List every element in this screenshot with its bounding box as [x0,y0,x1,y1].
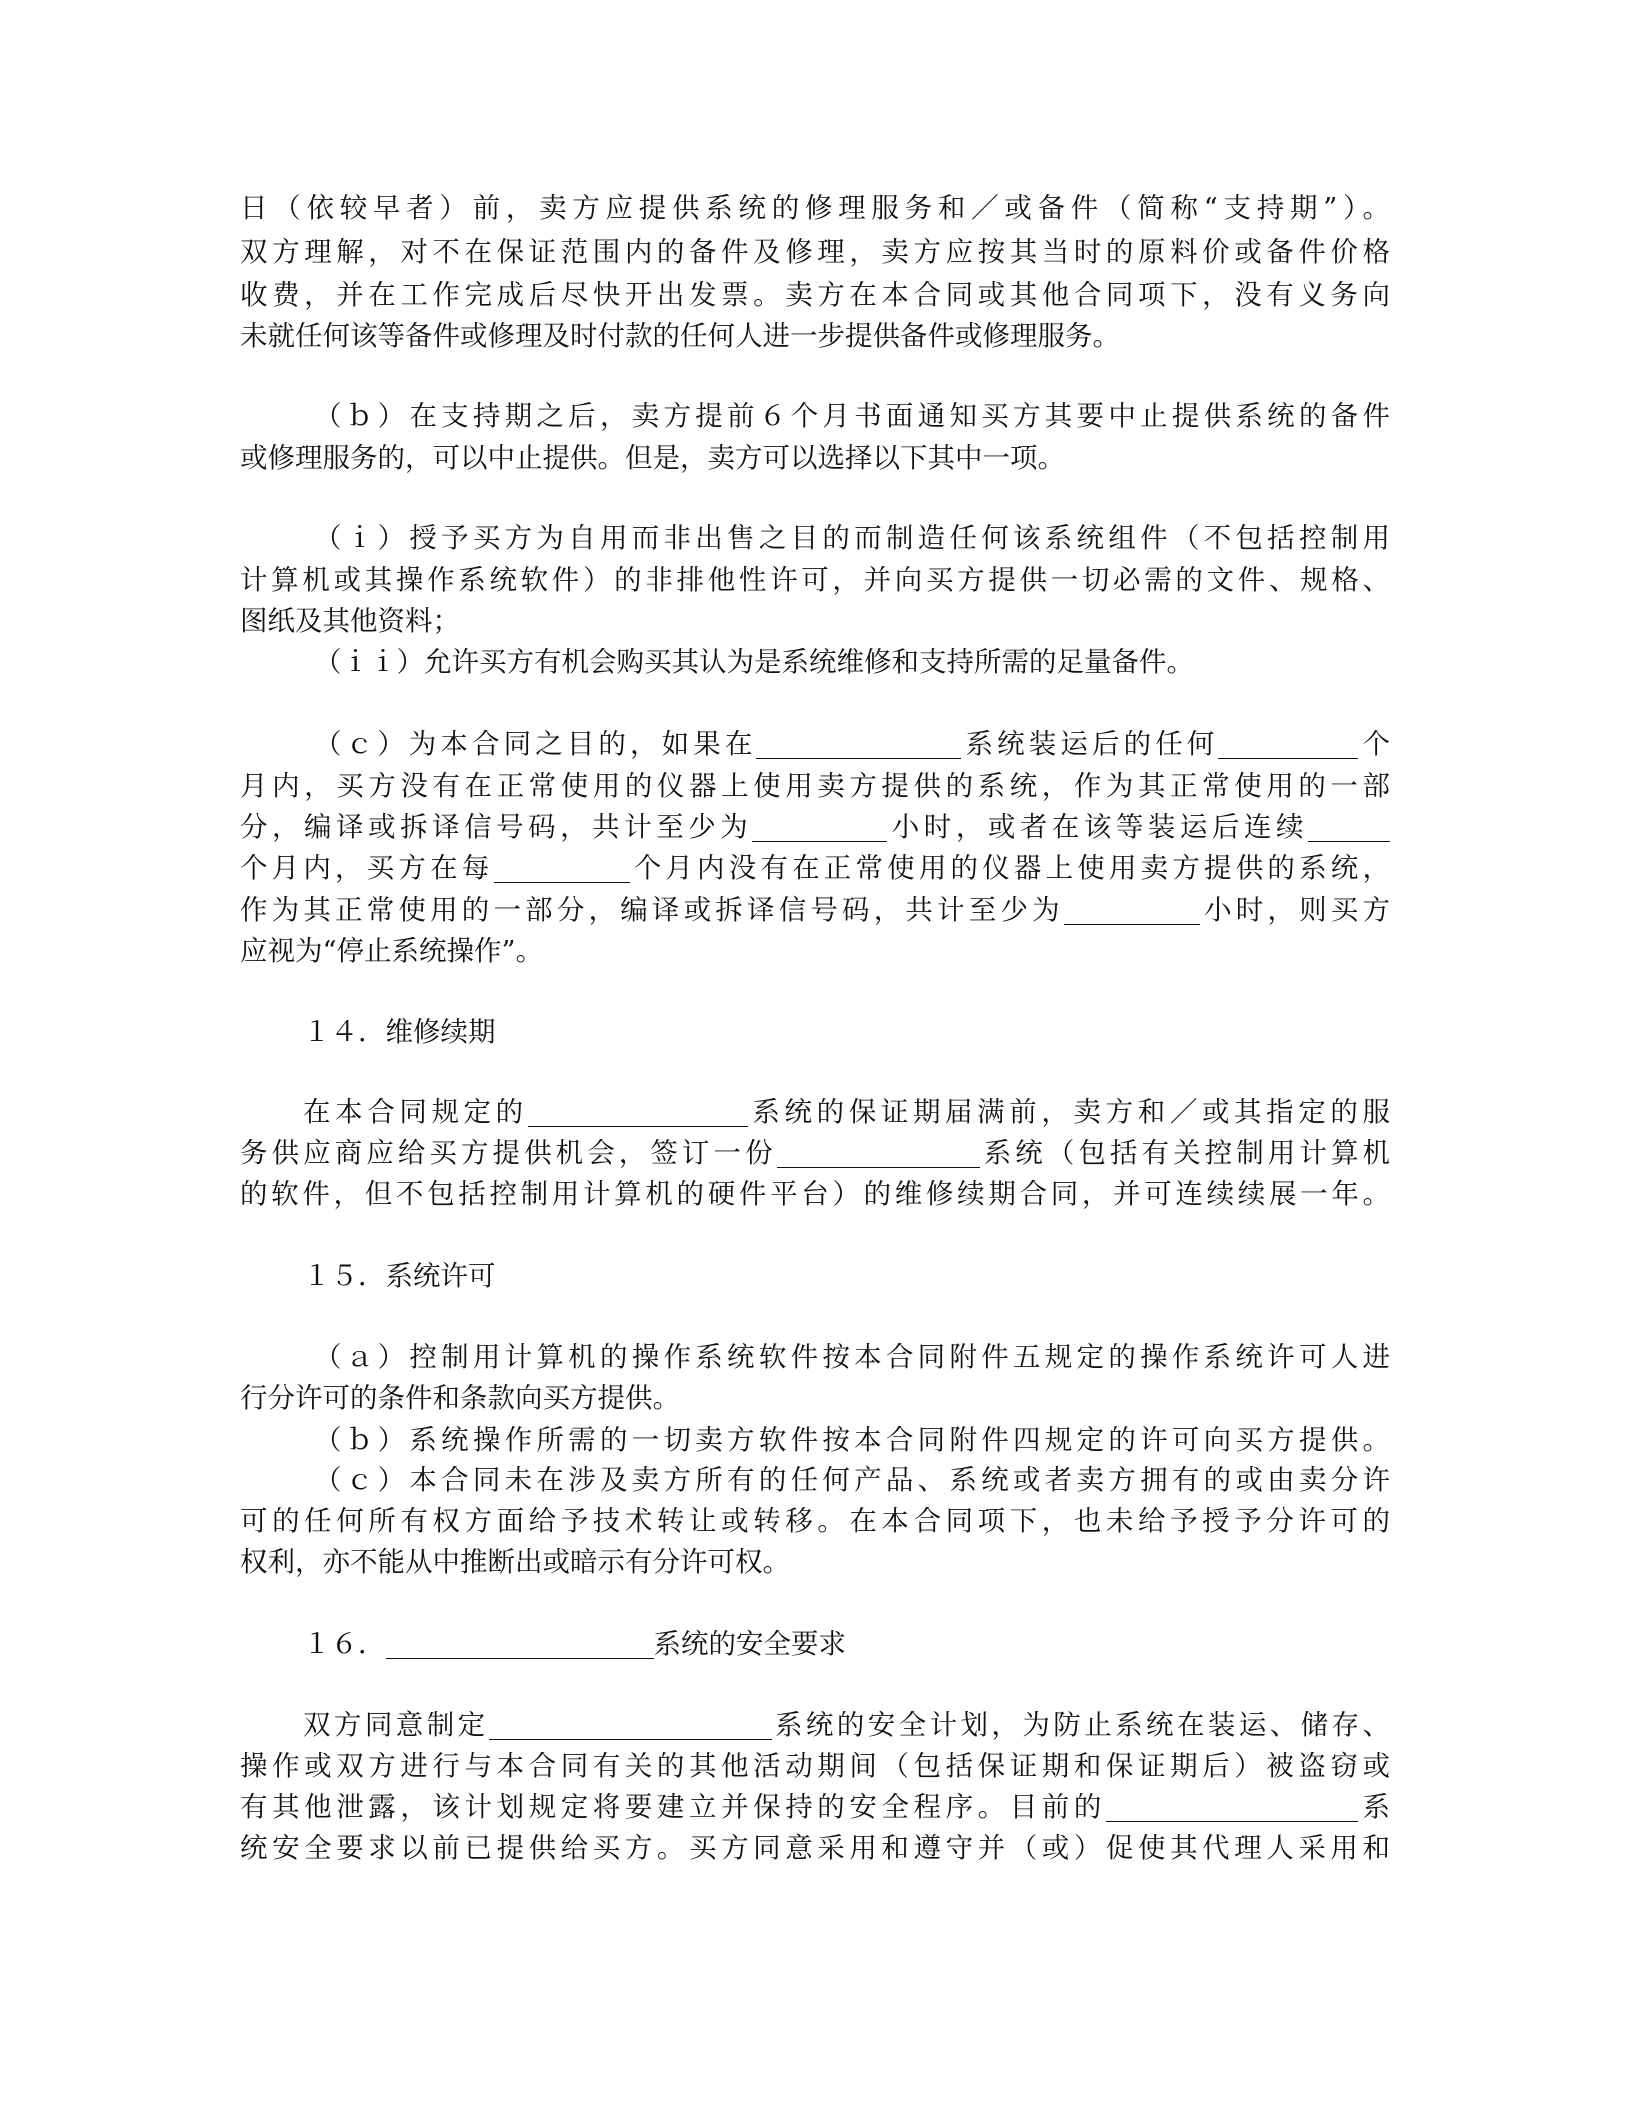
text-line [314,722,1390,766]
text-segment: 分，编译或拆译信号码，共计至少为 [240,811,753,843]
text-line [303,1090,1390,1134]
text-line: 收费，并在工作完成后尽快开出发票。卖方在本合同或其他合同项下，没有义务向 [240,279,1390,311]
fill-in-blank [494,852,630,883]
text-line: 日（依较早者）前，卖方应提供系统的修理服务和／或备件（简称“支持期”）。 [240,192,1390,224]
fill-in-blank [489,1709,772,1740]
text-segment: 有其他泄露，该计划规定将要建立并保持的安全程序。目前的 [240,1791,1106,1823]
text-line [240,1785,1390,1829]
text-line: 未就任何该等备件或修理及时付款的任何人进一步提供备件或修理服务。 [240,320,1120,352]
text-line: 操作或双方进行与本合同有关的其他活动期间（包括保证期和保证期后）被盗窃或 [240,1750,1390,1782]
heading-number: １６． [303,1628,386,1660]
fill-in-blank [777,1137,980,1168]
text-line: 应视为“停止系统操作”。 [240,935,544,967]
text-line: 行分许可的条件和条款向买方提供。 [240,1382,680,1414]
text-line: 权利，亦不能从中推断出或暗示有分许可权。 [240,1546,790,1578]
text-line: （ｉｉ）允许买方有机会购买其认为是系统维修和支持所需的足量备件。 [314,646,1194,678]
text-segment: 在本合同规定的 [303,1096,528,1128]
text-line [240,888,1390,932]
text-segment: 系统（包括有关控制用计算机 [979,1137,1390,1169]
text-line: （ｂ）系统操作所需的一切卖方软件按本合同附件四规定的许可向买方提供。 [314,1424,1390,1456]
text-segment: 作为其正常使用的一部分，编译或拆译信号码，共计至少为 [240,894,1064,926]
text-line: （ｂ）在支持期之后，卖方提前６个月书面通知买方其要中止提供系统的备件 [314,400,1390,432]
fill-in-blank [528,1096,748,1127]
fill-in-blank [386,1628,654,1659]
fill-in-blank [1218,728,1358,759]
text-line: 可的任何所有权方面给予技术转让或转移。在本合同项下，也未给予授予分许可的 [240,1505,1390,1537]
text-segment: 小时，则买方 [1199,894,1390,926]
text-line: 月内，买方没有在正常使用的仪器上使用卖方提供的系统，作为其正常使用的一部 [240,770,1390,802]
text-line: （ｃ）本合同未在涉及卖方所有的任何产品、系统或者卖方拥有的或由卖分许 [314,1464,1390,1496]
text-segment: 系统装运后的任何 [961,728,1219,760]
section-heading: １４．维修续期 [303,1016,496,1048]
text-segment: 个月内，买方在每 [240,852,494,884]
fill-in-blank [756,728,961,759]
fill-in-blank [1308,811,1390,842]
text-line [240,846,1390,890]
text-line: （ｉ）授予买方为自用而非出售之目的而制造任何该系统组件（不包括控制用 [314,522,1390,554]
text-line: 或修理服务的，可以中止提供。但是，卖方可以选择以下其中一项。 [240,442,1065,474]
text-line: 统安全要求以前已提供给买方。买方同意采用和遵守并（或）促使其代理人采用和 [240,1832,1390,1864]
text-line [303,1703,1390,1747]
text-line: 的软件，但不包括控制用计算机的硬件平台）的维修续期合同，并可连续续展一年。 [240,1178,1390,1210]
heading-text: 系统的安全要求 [653,1628,846,1660]
text-segment: 个月内没有在正常使用的仪器上使用卖方提供的系统， [629,852,1390,884]
text-segment: 系统的保证期届满前，卖方和／或其指定的服 [747,1096,1390,1128]
text-line [240,1131,1390,1175]
text-segment: 小时，或者在该等装运后连续 [887,811,1308,843]
section-heading: １５．系统许可 [303,1260,496,1292]
text-segment: 系统的安全计划，为防止系统在装运、储存、 [771,1709,1390,1741]
text-line: 双方理解，对不在保证范围内的备件及修理，卖方应按其当时的原料价或备件价格 [240,236,1390,268]
section-heading [303,1622,1390,1666]
text-line [240,805,1390,849]
fill-in-blank [1064,894,1200,925]
text-line: 计算机或其操作系统软件）的非排他性许可，并向买方提供一切必需的文件、规格、 [240,564,1390,596]
text-segment: 系 [1357,1791,1390,1823]
fill-in-blank [1106,1791,1358,1822]
text-segment: 个 [1358,728,1390,760]
text-line: （ａ）控制用计算机的操作系统软件按本合同附件五规定的操作系统许可人进 [314,1341,1390,1373]
text-segment: 双方同意制定 [303,1709,489,1741]
text-segment: （ｃ）为本合同之目的，如果在 [314,728,757,760]
fill-in-blank [752,811,887,842]
text-line: 图纸及其他资料； [240,605,460,637]
text-segment: 务供应商应给买方提供机会，签订一份 [240,1137,777,1169]
